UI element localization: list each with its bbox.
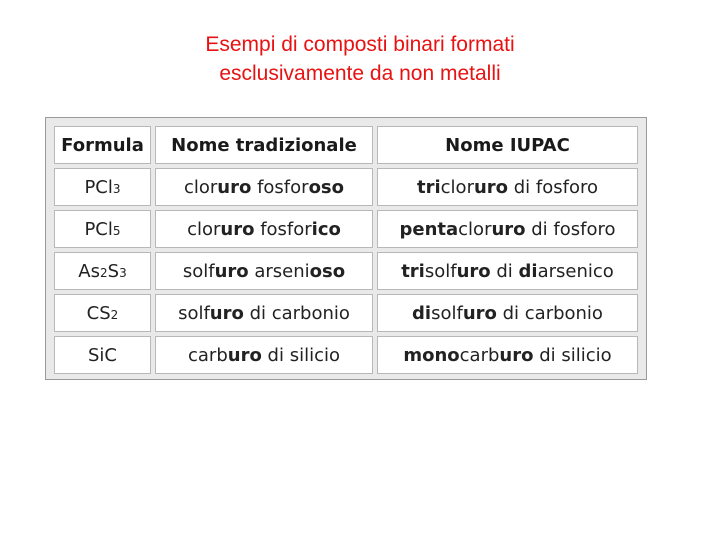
- traditional-name-cell-segment: clor: [187, 218, 221, 240]
- header-nome-iupac: Nome IUPAC: [377, 126, 638, 164]
- traditional-name-cell-segment: solf: [178, 302, 210, 324]
- iupac-name-cell: [377, 252, 638, 290]
- formula-cell-segment: SiC: [88, 344, 117, 366]
- traditional-name-cell-segment: ico: [311, 218, 341, 240]
- traditional-name-cell-segment: fosfor: [251, 176, 309, 198]
- header-formula: Formula: [54, 126, 151, 164]
- traditional-name-cell: [155, 252, 373, 290]
- table-row: [54, 168, 638, 206]
- traditional-name-cell-segment: oso: [308, 176, 345, 198]
- iupac-name-cell: [377, 294, 638, 332]
- formula-cell-segment: CS: [86, 302, 111, 324]
- iupac-name-cell-segment: uro: [499, 344, 534, 366]
- traditional-name-cell-segment: oso: [309, 260, 346, 282]
- formula-cell-segment: 5: [112, 223, 121, 238]
- formula-cell-segment: PCl: [84, 218, 113, 240]
- table-row: [54, 294, 638, 332]
- formula-cell: [54, 168, 151, 206]
- iupac-name-cell-segment: uro: [473, 176, 509, 198]
- formula-cell-segment: 2: [99, 265, 108, 280]
- traditional-name-cell-segment: di silicio: [261, 344, 340, 366]
- compounds-table-frame: [45, 117, 647, 380]
- traditional-name-cell: [155, 210, 373, 248]
- iupac-name-cell-segment: carb: [459, 344, 500, 366]
- iupac-name-cell-segment: mono: [403, 344, 460, 366]
- formula-cell-segment: 2: [110, 307, 119, 322]
- iupac-name-cell-segment: uro: [456, 260, 491, 282]
- iupac-name-cell-segment: di carbonio: [496, 302, 603, 324]
- iupac-name-cell-segment: di fosforo: [525, 218, 616, 240]
- traditional-name-cell-segment: uro: [220, 218, 255, 240]
- iupac-name-cell-segment: clor: [440, 176, 474, 198]
- traditional-name-cell-segment: uro: [227, 344, 262, 366]
- iupac-name-cell-segment: di: [412, 302, 432, 324]
- iupac-name-cell-segment: arsenico: [537, 260, 614, 282]
- traditional-name-cell-segment: uro: [209, 302, 244, 324]
- traditional-name-cell-segment: solf: [182, 260, 215, 282]
- traditional-name-cell-segment: carb: [188, 344, 228, 366]
- traditional-name-cell-segment: clor: [183, 176, 218, 198]
- traditional-name-cell: [155, 168, 373, 206]
- formula-cell-segment: 3: [112, 181, 121, 196]
- table-row: [54, 210, 638, 248]
- iupac-name-cell: [377, 336, 638, 374]
- header-nome-tradizionale: Nome tradizionale: [155, 126, 373, 164]
- traditional-name-cell-segment: uro: [217, 176, 252, 198]
- formula-cell: [54, 210, 151, 248]
- title-line-1: Esempi di composti binari formati: [205, 33, 515, 56]
- traditional-name-cell: [155, 336, 373, 374]
- table-row: [54, 336, 638, 374]
- formula-cell: [54, 252, 151, 290]
- traditional-name-cell-segment: fosfor: [254, 218, 312, 240]
- iupac-name-cell-segment: di fosforo: [508, 176, 598, 198]
- slide-title: [0, 30, 720, 88]
- iupac-name-cell: [377, 168, 638, 206]
- table-body: [54, 168, 638, 374]
- formula-cell: [54, 336, 151, 374]
- table-row: [54, 252, 638, 290]
- iupac-name-cell-segment: di: [518, 260, 538, 282]
- iupac-name-cell-segment: di silicio: [533, 344, 612, 366]
- traditional-name-cell: [155, 294, 373, 332]
- iupac-name-cell-segment: solf: [431, 302, 463, 324]
- title-line-2: esclusivamente da non metalli: [219, 62, 501, 85]
- traditional-name-cell-segment: di carbonio: [243, 302, 350, 324]
- iupac-name-cell-segment: uro: [462, 302, 497, 324]
- formula-cell-segment: PCl: [84, 176, 113, 198]
- table-header-row: [54, 126, 638, 164]
- iupac-name-cell-segment: tri: [417, 176, 441, 198]
- iupac-name-cell-segment: penta: [399, 218, 459, 240]
- formula-cell-segment: S: [107, 260, 120, 282]
- iupac-name-cell-segment: solf: [424, 260, 457, 282]
- iupac-name-cell-segment: tri: [401, 260, 425, 282]
- iupac-name-cell-segment: di: [490, 260, 519, 282]
- iupac-name-cell-segment: clor: [458, 218, 492, 240]
- formula-cell-segment: As: [78, 260, 100, 282]
- iupac-name-cell-segment: uro: [491, 218, 526, 240]
- traditional-name-cell-segment: uro: [214, 260, 249, 282]
- formula-cell-segment: 3: [119, 265, 127, 280]
- traditional-name-cell-segment: arseni: [248, 260, 310, 282]
- iupac-name-cell: [377, 210, 638, 248]
- formula-cell: [54, 294, 151, 332]
- compounds-table: [50, 122, 642, 378]
